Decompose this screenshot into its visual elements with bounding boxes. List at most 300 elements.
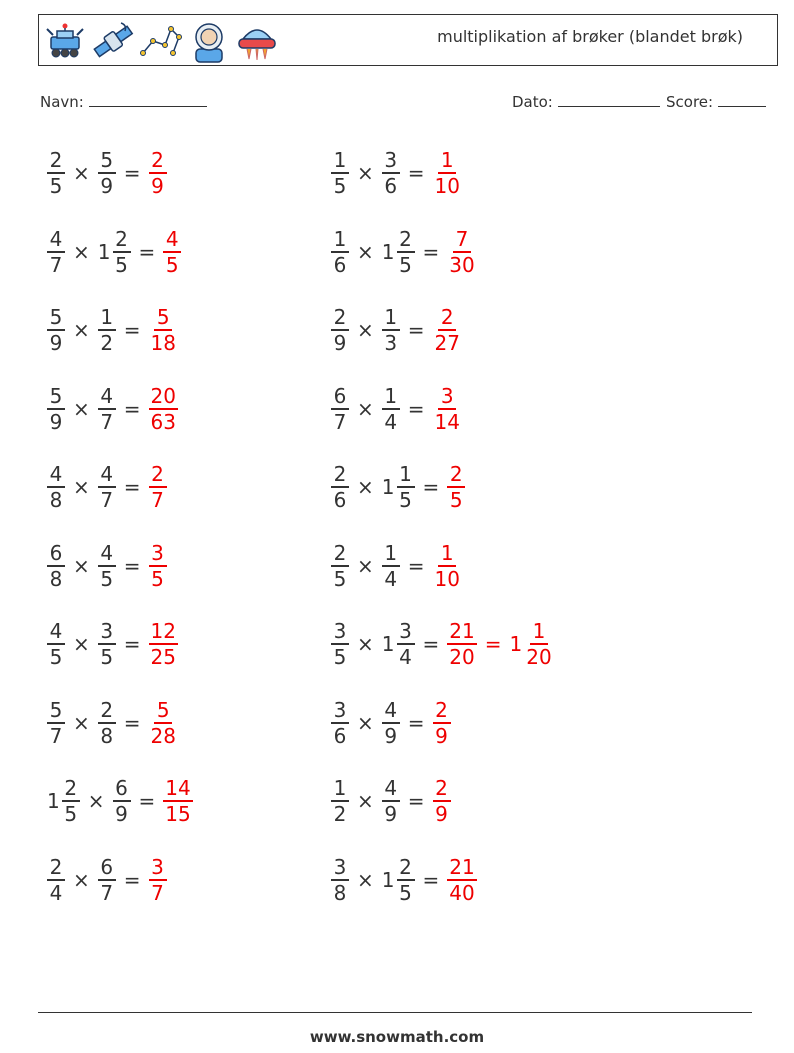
denominator: 5 xyxy=(165,252,179,277)
numerator: 4 xyxy=(47,619,65,645)
denominator: 7 xyxy=(100,880,114,905)
denominator: 20 xyxy=(449,645,475,669)
numerator: 2 xyxy=(331,541,349,567)
problem-10 xyxy=(328,456,468,518)
denominator: 3 xyxy=(384,331,398,355)
fraction xyxy=(331,462,349,512)
astronaut-icon xyxy=(187,19,231,63)
denominator: 7 xyxy=(151,488,164,512)
equals-sign: = xyxy=(123,710,141,735)
fraction xyxy=(331,855,349,905)
numerator: 2 xyxy=(433,698,451,724)
times-sign: × xyxy=(73,396,90,421)
fraction xyxy=(47,619,65,669)
factor-b xyxy=(95,305,119,355)
times-sign: × xyxy=(357,318,374,342)
answer xyxy=(430,305,465,355)
answer-fraction xyxy=(430,384,465,434)
denominator: 9 xyxy=(49,331,63,355)
times-sign: × xyxy=(357,396,374,421)
denominator: 5 xyxy=(49,174,63,198)
numerator: 3 xyxy=(331,619,349,645)
factor-b xyxy=(379,462,418,512)
factor-b xyxy=(379,619,418,669)
answer xyxy=(444,619,556,669)
numerator: 1 xyxy=(530,619,548,645)
fraction xyxy=(447,462,465,512)
times-sign: × xyxy=(73,867,90,892)
answer xyxy=(146,619,181,669)
whole-number: 1 xyxy=(47,789,60,813)
problem-18 xyxy=(328,770,454,832)
answer xyxy=(146,384,181,434)
denominator: 27 xyxy=(434,331,460,355)
factor-b xyxy=(95,227,134,277)
fraction xyxy=(382,148,400,198)
footer-url: www.snowmath.com xyxy=(309,1028,485,1046)
problem-5 xyxy=(44,299,181,361)
denominator: 7 xyxy=(333,409,347,434)
problem-20 xyxy=(328,849,480,911)
denominator: 5 xyxy=(151,566,164,591)
fraction xyxy=(433,698,451,748)
denominator: 9 xyxy=(115,802,128,826)
factor-b xyxy=(95,541,119,591)
numerator: 1 xyxy=(382,384,400,410)
factor-a xyxy=(44,698,68,748)
factor-a xyxy=(328,541,352,591)
fraction xyxy=(98,384,116,434)
fraction xyxy=(149,305,178,355)
numerator: 5 xyxy=(47,384,65,410)
fraction xyxy=(331,384,349,434)
numerator: 2 xyxy=(447,462,465,488)
answer-fraction xyxy=(146,384,181,434)
factor-a xyxy=(328,462,352,512)
score-blank xyxy=(718,92,766,107)
numerator: 2 xyxy=(98,698,116,724)
times-sign: × xyxy=(357,867,374,892)
fraction xyxy=(149,855,167,905)
denominator: 8 xyxy=(100,723,114,748)
numerator: 1 xyxy=(331,227,349,253)
times-sign: × xyxy=(357,789,374,813)
problem-6 xyxy=(328,299,465,361)
answer xyxy=(146,462,170,512)
numerator: 5 xyxy=(154,305,172,331)
denominator: 5 xyxy=(399,252,412,277)
header-box xyxy=(38,14,778,66)
answer-fraction xyxy=(146,619,181,669)
fraction xyxy=(433,776,451,826)
fraction xyxy=(98,855,116,905)
denominator: 5 xyxy=(333,566,347,591)
factor-a xyxy=(44,305,68,355)
fraction xyxy=(47,462,65,512)
numerator: 6 xyxy=(98,855,116,881)
fraction xyxy=(433,384,462,434)
denominator: 6 xyxy=(333,488,347,512)
denominator: 10 xyxy=(434,566,460,591)
factor-a xyxy=(44,227,68,277)
denominator: 9 xyxy=(384,723,398,748)
denominator: 5 xyxy=(64,802,78,826)
fraction xyxy=(113,227,131,277)
answer-fraction xyxy=(146,305,181,355)
date-label: Dato: xyxy=(512,93,553,111)
answer-fraction xyxy=(430,698,454,748)
answer-fraction xyxy=(146,148,170,198)
factor-a xyxy=(328,305,352,355)
fraction xyxy=(331,305,349,355)
answer xyxy=(146,541,170,591)
numerator: 1 xyxy=(382,541,400,567)
answer-fraction xyxy=(444,227,479,277)
answer-fraction xyxy=(430,305,465,355)
numerator: 2 xyxy=(438,305,456,331)
denominator: 4 xyxy=(399,645,412,669)
denominator: 5 xyxy=(49,645,63,669)
numerator: 3 xyxy=(149,541,167,567)
fraction xyxy=(163,776,192,826)
factor-a xyxy=(328,776,352,826)
times-sign: × xyxy=(357,710,374,735)
numerator: 2 xyxy=(47,148,65,174)
problem-16 xyxy=(328,692,454,754)
equals-sign: = xyxy=(123,867,141,892)
fraction xyxy=(149,541,167,591)
footer-divider xyxy=(38,1012,752,1013)
denominator: 5 xyxy=(333,645,347,669)
denominator: 30 xyxy=(449,252,475,277)
fraction xyxy=(149,384,178,434)
numerator: 3 xyxy=(382,148,400,174)
factor-b xyxy=(95,698,119,748)
factor-b xyxy=(95,148,119,198)
denominator: 5 xyxy=(115,252,128,277)
numerator: 3 xyxy=(331,698,349,724)
fraction xyxy=(447,227,476,277)
problem-3 xyxy=(44,221,184,283)
fraction xyxy=(98,148,116,198)
factor-b xyxy=(379,148,403,198)
numerator: 1 xyxy=(438,541,456,567)
denominator: 6 xyxy=(333,252,347,277)
factor-a xyxy=(328,855,352,905)
factor-b xyxy=(379,541,403,591)
answer-fraction xyxy=(160,776,195,826)
factor-a xyxy=(44,384,68,434)
numerator: 2 xyxy=(62,776,80,802)
numerator: 20 xyxy=(150,383,176,408)
denominator: 8 xyxy=(49,488,63,512)
whole-number: 1 xyxy=(381,475,395,499)
problem-1 xyxy=(44,142,170,204)
times-sign: × xyxy=(87,789,105,813)
answer-fraction xyxy=(160,227,184,277)
fraction xyxy=(382,541,400,591)
equals-sign: = xyxy=(484,632,502,656)
problem-19 xyxy=(44,849,170,911)
numerator: 2 xyxy=(397,855,415,881)
problem-8 xyxy=(328,378,465,440)
times-sign: × xyxy=(357,475,374,499)
denominator: 5 xyxy=(333,174,347,198)
answer xyxy=(444,855,479,905)
fraction xyxy=(47,855,65,905)
fraction xyxy=(331,148,349,198)
fraction xyxy=(433,148,462,198)
fraction xyxy=(447,855,476,905)
denominator: 63 xyxy=(150,409,176,434)
whole-number: 1 xyxy=(509,632,523,656)
numerator: 14 xyxy=(165,776,191,800)
times-sign: × xyxy=(73,553,90,578)
answer-fraction xyxy=(430,541,465,591)
answer xyxy=(444,462,468,512)
answer xyxy=(146,855,170,905)
times-sign: × xyxy=(73,161,90,185)
problem-9 xyxy=(44,456,170,518)
fraction xyxy=(397,619,415,669)
factor-a xyxy=(328,227,352,277)
numerator: 3 xyxy=(98,619,116,645)
fraction xyxy=(382,305,400,355)
denominator: 14 xyxy=(434,409,460,434)
answer-fraction xyxy=(146,855,170,905)
factor-b xyxy=(95,462,119,512)
whole-number: 1 xyxy=(381,239,395,264)
times-sign: × xyxy=(73,475,90,499)
problem-7 xyxy=(44,378,181,440)
equals-sign: = xyxy=(407,710,425,735)
fraction xyxy=(98,305,116,355)
factor-b xyxy=(110,776,134,826)
fraction xyxy=(163,227,181,277)
denominator: 4 xyxy=(384,409,398,434)
name-label: Navn: xyxy=(40,93,84,111)
equals-sign: = xyxy=(422,867,440,892)
fraction xyxy=(113,776,131,826)
answer-fraction xyxy=(430,148,465,198)
fraction xyxy=(382,384,400,434)
numerator: 12 xyxy=(150,619,176,643)
equals-sign: = xyxy=(123,553,141,578)
denominator: 9 xyxy=(435,802,448,826)
fraction xyxy=(382,776,400,826)
denominator: 9 xyxy=(151,174,164,198)
factor-b xyxy=(95,619,119,669)
factor-a xyxy=(328,384,352,434)
factor-a xyxy=(44,855,68,905)
fraction xyxy=(47,148,65,198)
factor-b xyxy=(379,698,403,748)
factor-a xyxy=(44,619,68,669)
equals-sign: = xyxy=(407,396,425,421)
numerator: 6 xyxy=(47,541,65,567)
problem-17 xyxy=(44,770,196,832)
score-label: Score: xyxy=(666,93,714,111)
constellation-icon xyxy=(139,19,183,63)
fraction xyxy=(47,227,65,277)
numerator: 1 xyxy=(382,305,400,331)
equals-sign: = xyxy=(422,475,440,499)
numerator: 3 xyxy=(397,619,415,645)
numerator: 1 xyxy=(98,305,116,331)
answer-fraction xyxy=(146,698,181,748)
problem-14 xyxy=(328,613,557,675)
equals-sign: = xyxy=(138,239,156,264)
denominator: 5 xyxy=(399,488,412,512)
name-blank xyxy=(89,92,207,107)
equals-sign: = xyxy=(407,161,425,185)
equals-sign: = xyxy=(422,239,440,264)
answer xyxy=(430,541,465,591)
factor-b xyxy=(95,384,119,434)
equals-sign: = xyxy=(123,318,141,342)
fraction xyxy=(98,619,116,669)
fraction xyxy=(382,698,400,748)
denominator: 7 xyxy=(100,409,114,434)
answer xyxy=(160,227,184,277)
numerator: 2 xyxy=(331,305,349,331)
times-sign: × xyxy=(73,632,90,656)
fraction xyxy=(98,698,116,748)
sheet-title: multiplikation af brøker (blandet brøk) xyxy=(437,27,743,46)
denominator: 10 xyxy=(434,174,460,198)
denominator: 7 xyxy=(49,252,63,277)
denominator: 7 xyxy=(100,488,114,512)
numerator: 2 xyxy=(113,227,131,253)
factor-a xyxy=(44,462,68,512)
denominator: 28 xyxy=(150,723,176,748)
denominator: 6 xyxy=(384,174,398,198)
factor-b xyxy=(379,776,403,826)
answer-fraction xyxy=(430,776,454,826)
numerator: 2 xyxy=(149,148,167,174)
denominator: 2 xyxy=(333,802,347,826)
factor-a xyxy=(328,619,352,669)
answer-mixed-number xyxy=(506,619,556,669)
denominator: 8 xyxy=(333,880,347,905)
numerator: 1 xyxy=(397,462,415,488)
fraction xyxy=(331,698,349,748)
satellite-icon xyxy=(91,19,135,63)
date-blank xyxy=(558,92,660,107)
fraction xyxy=(397,227,415,277)
factor-a xyxy=(44,541,68,591)
answer xyxy=(444,227,479,277)
fraction xyxy=(397,855,415,905)
whole-number: 1 xyxy=(381,867,395,892)
answer-fraction xyxy=(444,855,479,905)
fraction xyxy=(149,462,167,512)
factor-b xyxy=(379,384,403,434)
denominator: 15 xyxy=(165,802,191,826)
numerator: 3 xyxy=(438,384,456,410)
ufo-icon xyxy=(235,19,279,63)
numerator: 5 xyxy=(98,148,116,174)
equals-sign: = xyxy=(407,318,425,342)
denominator: 18 xyxy=(150,331,176,355)
denominator: 25 xyxy=(150,645,176,669)
numerator: 5 xyxy=(47,305,65,331)
fraction xyxy=(524,619,553,669)
robot-rover-icon xyxy=(43,19,87,63)
numerator: 4 xyxy=(382,698,400,724)
answer-fraction xyxy=(146,541,170,591)
problem-15 xyxy=(44,692,181,754)
fraction xyxy=(397,462,415,512)
problem-2 xyxy=(328,142,465,204)
fraction xyxy=(98,462,116,512)
fraction xyxy=(149,698,178,748)
numerator: 2 xyxy=(433,776,451,802)
denominator: 9 xyxy=(49,409,63,434)
times-sign: × xyxy=(73,239,90,264)
fraction xyxy=(149,619,178,669)
factor-a xyxy=(328,148,352,198)
equals-sign: = xyxy=(123,632,141,656)
answer xyxy=(146,698,181,748)
numerator: 1 xyxy=(331,148,349,174)
fraction xyxy=(331,227,349,277)
times-sign: × xyxy=(73,318,90,342)
numerator: 21 xyxy=(449,619,475,643)
times-sign: × xyxy=(73,710,90,735)
denominator: 2 xyxy=(100,331,114,355)
date-field xyxy=(512,92,660,111)
fraction xyxy=(149,148,167,198)
denominator: 5 xyxy=(399,880,412,905)
factor-a xyxy=(328,698,352,748)
denominator: 20 xyxy=(526,645,552,669)
answer-fraction xyxy=(444,462,468,512)
fraction xyxy=(47,384,65,434)
factor-a xyxy=(44,776,83,826)
answer-fraction xyxy=(444,619,479,669)
denominator: 40 xyxy=(449,880,475,905)
numerator: 6 xyxy=(331,384,349,410)
times-sign: × xyxy=(357,553,374,578)
answer-fraction xyxy=(146,462,170,512)
numerator: 4 xyxy=(98,541,116,567)
numerator: 4 xyxy=(47,227,65,253)
denominator: 9 xyxy=(100,174,114,198)
denominator: 8 xyxy=(49,566,63,591)
denominator: 5 xyxy=(100,645,114,669)
denominator: 4 xyxy=(384,566,398,591)
fraction xyxy=(331,776,349,826)
fraction xyxy=(47,698,65,748)
problem-4 xyxy=(328,221,480,283)
equals-sign: = xyxy=(123,161,141,185)
header-icons xyxy=(43,19,279,65)
equals-sign: = xyxy=(138,789,156,813)
fraction xyxy=(62,776,80,826)
numerator: 3 xyxy=(149,855,167,881)
denominator: 5 xyxy=(449,488,463,512)
numerator: 1 xyxy=(438,148,456,174)
numerator: 5 xyxy=(154,698,172,724)
equals-sign: = xyxy=(422,632,440,656)
numerator: 21 xyxy=(449,854,475,879)
equals-sign: = xyxy=(123,396,141,421)
factor-b xyxy=(379,305,403,355)
numerator: 1 xyxy=(331,776,349,802)
numerator: 4 xyxy=(382,776,400,802)
answer xyxy=(430,698,454,748)
